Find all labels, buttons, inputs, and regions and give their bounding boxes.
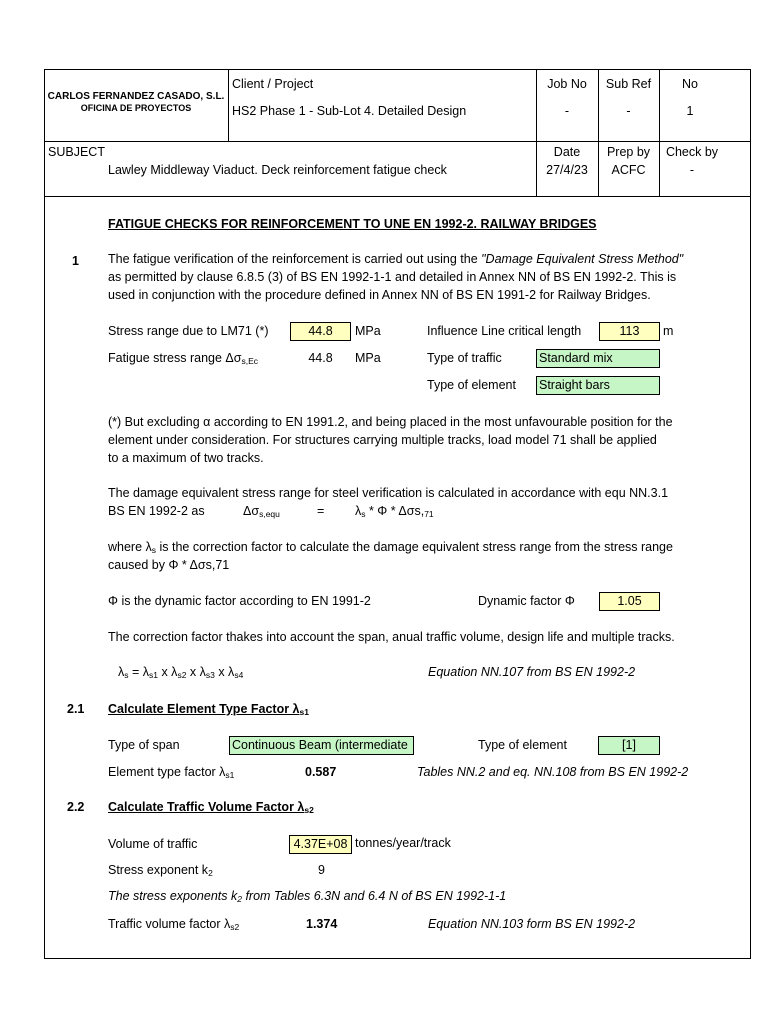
- section-2-1-title: [108, 702, 309, 717]
- section-2-1-number: 2.1: [67, 702, 85, 716]
- damage-eq-rhs: [355, 504, 434, 519]
- header-col-divider: [228, 69, 229, 141]
- stress-exponent-text: Stress exponent k: [108, 863, 209, 877]
- damage-eq-lhs-subscript: s,equ: [259, 509, 280, 519]
- fatigue-stress-unit: MPa: [355, 351, 381, 365]
- where-subscript: s: [151, 545, 157, 555]
- where-text-b: is the correction factor to calculate the damage equivalent stress range from the stress range: [156, 540, 673, 554]
- lambda-equation: [118, 665, 243, 680]
- element-type-factor-label: [108, 765, 234, 780]
- where-text-a: where λ: [108, 540, 152, 554]
- eq-lambda: λ: [118, 665, 125, 679]
- section-2-1-title-text: Calculate Element Type Factor λ: [108, 702, 300, 716]
- traffic-type-label: Type of traffic: [427, 351, 502, 365]
- eq-sub-s4: s4: [234, 670, 244, 680]
- stress-exponent-value: 9: [318, 863, 325, 877]
- section-2-2-subscript: s2: [304, 805, 314, 815]
- stress-exponent-note: [108, 889, 506, 904]
- check-value: -: [689, 163, 695, 177]
- damage-eq-rhs-subscript: 71: [424, 509, 434, 519]
- eq-times-3: x λ: [214, 665, 235, 679]
- stress-range-input[interactable]: 44.8: [290, 322, 351, 341]
- job-no-label: Job No: [547, 77, 587, 91]
- dynamic-factor-label: Dynamic factor Φ: [478, 594, 575, 608]
- element-type-factor-reference: Tables NN.2 and eq. NN.108 from BS EN 1992-2: [417, 765, 689, 779]
- traffic-volume-factor-subscript: s2: [230, 922, 240, 932]
- element-type-factor-subscript: s1: [225, 770, 235, 780]
- check-label: Check by: [665, 145, 719, 159]
- fatigue-stress-label: [108, 351, 258, 366]
- stress-exponent-subscript: 2: [208, 868, 213, 878]
- sub-ref-label: Sub Ref: [605, 77, 652, 91]
- company-subtitle: OFICINA DE PROYECTOS: [80, 103, 192, 113]
- stress-exponent-label: [108, 863, 213, 878]
- element-type-2-select[interactable]: [1]: [598, 736, 660, 755]
- client-value: HS2 Phase 1 - Sub-Lot 4. Detailed Design: [232, 104, 467, 118]
- correction-text: The correction factor thakes into account the span, anual traffic volume, design life and multiple tracks.: [108, 630, 675, 644]
- section-2-2-number: 2.2: [67, 800, 85, 814]
- traffic-volume-label: Volume of traffic: [108, 837, 198, 851]
- fatigue-stress-text: Fatigue stress range Δσ: [108, 351, 242, 365]
- eq-sub-s2: s2: [177, 670, 187, 680]
- influence-line-label: Influence Line critical length: [427, 324, 582, 338]
- damage-line-2: BS EN 1992-2 as: [108, 504, 205, 518]
- note-line-1: (*) But excluding α according to EN 1991.2, and being placed in the most unfavourable position for the: [108, 415, 673, 429]
- damage-eq-rhs-text: * Φ * Δσs,: [365, 504, 425, 518]
- header-bottom-divider: [44, 196, 751, 197]
- damage-eq-lambda-subscript: s: [361, 509, 366, 519]
- company-name: CARLOS FERNANDEZ CASADO, S.L.: [47, 91, 225, 102]
- no-label: No: [682, 77, 698, 91]
- damage-line-1: The damage equivalent stress range for steel verification is calculated in accordance with equ NN.3.1: [108, 486, 669, 500]
- intro-line-1: [108, 252, 683, 266]
- element-type-select[interactable]: Straight bars: [536, 376, 660, 395]
- eq-sub-s3: s3: [205, 670, 215, 680]
- equation-reference: Equation NN.107 from BS EN 1992-2: [428, 665, 636, 679]
- traffic-volume-factor-value: 1.374: [306, 917, 338, 931]
- prep-label: Prep by: [606, 145, 651, 159]
- damage-eq-lambda: λ: [355, 504, 362, 518]
- stress-exponent-note-a: The stress exponents k: [108, 889, 238, 903]
- subject-value: Lawley Middleway Viaduct. Deck reinforcement fatigue check: [108, 163, 447, 177]
- section-2-2-title: [108, 800, 314, 815]
- section-2-1-subscript: s1: [299, 707, 309, 717]
- element-type-2-label: Type of element: [478, 738, 567, 752]
- where-line-1: [108, 540, 673, 555]
- date-value: 27/4/23: [546, 163, 588, 177]
- note-line-3: to a maximum of two tracks.: [108, 451, 264, 465]
- traffic-volume-input[interactable]: 4.37E+08: [289, 835, 352, 854]
- traffic-volume-factor-label: [108, 917, 239, 932]
- influence-line-unit: m: [663, 324, 674, 338]
- traffic-volume-factor-text: Traffic volume factor λ: [108, 917, 231, 931]
- stress-range-unit: MPa: [355, 324, 381, 338]
- dynamic-factor-input[interactable]: 1.05: [599, 592, 660, 611]
- damage-eq-sign: =: [317, 504, 325, 518]
- element-type-label: Type of element: [427, 378, 516, 392]
- intro-text: The fatigue verification of the reinforcement is carried out using the: [108, 252, 482, 266]
- where-line-2: caused by Φ * Δσs,71: [108, 558, 230, 572]
- no-value: 1: [686, 104, 694, 118]
- subject-label: SUBJECT: [48, 145, 105, 159]
- stress-exponent-note-subscript: 2: [237, 894, 242, 904]
- fatigue-stress-subscript: s,Ec: [241, 356, 259, 366]
- traffic-volume-factor-reference: Equation NN.103 form BS EN 1992-2: [428, 917, 636, 931]
- phi-description: Φ is the dynamic factor according to EN 1991-2: [108, 594, 371, 608]
- damage-eq-lhs-text: Δσ: [243, 504, 260, 518]
- intro-line-2: as permitted by clause 6.8.5 (3) of BS EN 1992-1-1 and detailed in Annex NN of BS EN 1992-2. This is: [108, 270, 677, 284]
- section-2-2-title-text: Calculate Traffic Volume Factor λ: [108, 800, 305, 814]
- eq-times-2: x λ: [186, 665, 206, 679]
- element-type-factor-value: 0.587: [305, 765, 337, 779]
- client-label: Client / Project: [232, 77, 314, 91]
- element-type-factor-text: Element type factor λ: [108, 765, 226, 779]
- eq-equals: = λ: [128, 665, 149, 679]
- date-label: Date: [553, 145, 581, 159]
- prep-value: ACFC: [611, 163, 646, 177]
- stress-range-label: Stress range due to LM71 (*): [108, 324, 269, 338]
- section-1-number: 1: [72, 254, 79, 268]
- span-type-select[interactable]: Continuous Beam (intermediate: [229, 736, 414, 755]
- method-name: "Damage Equivalent Stress Method": [481, 252, 684, 266]
- intro-line-3: used in conjunction with the procedure defined in Annex NN of BS EN 1991-2 for Railway Bridges.: [108, 288, 651, 302]
- span-type-label: Type of span: [108, 738, 180, 752]
- eq-sub-s1: s1: [149, 670, 158, 680]
- note-line-2: element under consideration. For structures carrying multiple tracks, load model 71 shall be applied: [108, 433, 657, 447]
- influence-line-input[interactable]: 113: [599, 322, 660, 341]
- traffic-type-select[interactable]: Standard mix: [536, 349, 660, 368]
- eq-times-1: x λ: [157, 665, 178, 679]
- fatigue-stress-value: 44.8: [308, 351, 333, 365]
- damage-eq-lhs: [243, 504, 280, 519]
- traffic-volume-unit: tonnes/year/track: [355, 836, 451, 850]
- sub-ref-value: -: [626, 104, 631, 118]
- header-divider: [44, 141, 751, 142]
- job-no-value: -: [564, 104, 570, 118]
- eq-sub-s: s: [124, 670, 129, 680]
- stress-exponent-note-b: from Tables 6.3N and 6.4 N of BS EN 1992-1-1: [241, 889, 507, 903]
- page-title: FATIGUE CHECKS FOR REINFORCEMENT TO UNE EN 1992-2. RAILWAY BRIDGES: [108, 217, 597, 231]
